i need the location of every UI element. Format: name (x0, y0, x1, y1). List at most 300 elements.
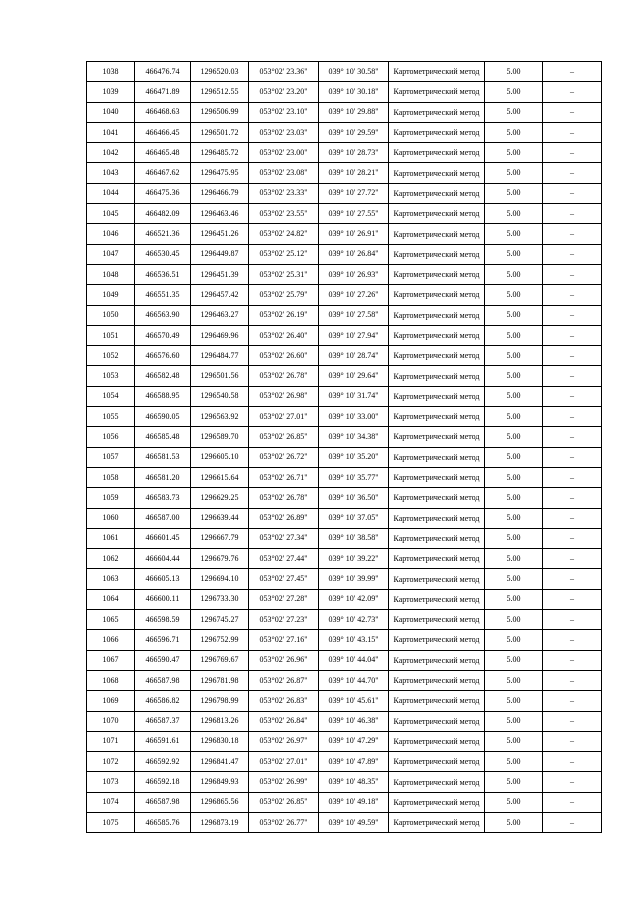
latitude-cell: 053°02' 27.34" (249, 528, 319, 548)
method-cell: Картометрический метод (389, 305, 485, 325)
x-coordinate-cell: 466583.73 (135, 488, 191, 508)
longitude-cell: 039° 10' 37.05" (319, 508, 389, 528)
note-cell: – (543, 305, 602, 325)
point-number-cell: 1069 (87, 691, 135, 711)
table-row (87, 731, 602, 751)
table-row (87, 305, 602, 325)
x-coordinate-cell: 466585.76 (135, 812, 191, 832)
y-coordinate-cell: 1296629.25 (191, 488, 249, 508)
latitude-cell: 053°02' 26.78" (249, 488, 319, 508)
point-number-cell: 1060 (87, 508, 135, 528)
accuracy-cell: 5.00 (485, 407, 543, 427)
longitude-cell: 039° 10' 35.77" (319, 467, 389, 487)
latitude-cell: 053°02' 23.00" (249, 143, 319, 163)
y-coordinate-cell: 1296520.03 (191, 62, 249, 82)
latitude-cell: 053°02' 23.03" (249, 122, 319, 142)
method-cell: Картометрический метод (389, 711, 485, 731)
table-row (87, 143, 602, 163)
accuracy-cell: 5.00 (485, 183, 543, 203)
accuracy-cell: 5.00 (485, 82, 543, 102)
longitude-cell: 039° 10' 42.73" (319, 610, 389, 630)
method-cell: Картометрический метод (389, 569, 485, 589)
longitude-cell: 039° 10' 48.35" (319, 772, 389, 792)
method-cell: Картометрический метод (389, 812, 485, 832)
method-cell: Картометрический метод (389, 508, 485, 528)
point-number-cell: 1044 (87, 183, 135, 203)
longitude-cell: 039° 10' 39.99" (319, 569, 389, 589)
note-cell: – (543, 427, 602, 447)
latitude-cell: 053°02' 26.78" (249, 366, 319, 386)
accuracy-cell: 5.00 (485, 204, 543, 224)
latitude-cell: 053°02' 23.10" (249, 102, 319, 122)
point-number-cell: 1052 (87, 346, 135, 366)
longitude-cell: 039° 10' 46.38" (319, 711, 389, 731)
latitude-cell: 053°02' 26.83" (249, 691, 319, 711)
latitude-cell: 053°02' 25.31" (249, 264, 319, 284)
latitude-cell: 053°02' 27.28" (249, 589, 319, 609)
latitude-cell: 053°02' 27.16" (249, 630, 319, 650)
latitude-cell: 053°02' 23.55" (249, 204, 319, 224)
note-cell: – (543, 589, 602, 609)
table-row (87, 285, 602, 305)
method-cell: Картометрический метод (389, 792, 485, 812)
latitude-cell: 053°02' 27.45" (249, 569, 319, 589)
accuracy-cell: 5.00 (485, 691, 543, 711)
point-number-cell: 1049 (87, 285, 135, 305)
point-number-cell: 1039 (87, 82, 135, 102)
x-coordinate-cell: 466587.37 (135, 711, 191, 731)
method-cell: Картометрический метод (389, 285, 485, 305)
method-cell: Картометрический метод (389, 386, 485, 406)
table-row (87, 407, 602, 427)
point-number-cell: 1038 (87, 62, 135, 82)
table-row (87, 163, 602, 183)
longitude-cell: 039° 10' 35.20" (319, 447, 389, 467)
y-coordinate-cell: 1296873.19 (191, 812, 249, 832)
y-coordinate-cell: 1296463.27 (191, 305, 249, 325)
longitude-cell: 039° 10' 47.29" (319, 731, 389, 751)
y-coordinate-cell: 1296475.95 (191, 163, 249, 183)
table-row (87, 610, 602, 630)
table-row (87, 204, 602, 224)
x-coordinate-cell: 466592.92 (135, 752, 191, 772)
point-number-cell: 1057 (87, 447, 135, 467)
note-cell: – (543, 670, 602, 690)
latitude-cell: 053°02' 27.44" (249, 549, 319, 569)
x-coordinate-cell: 466605.13 (135, 569, 191, 589)
note-cell: – (543, 386, 602, 406)
x-coordinate-cell: 466582.48 (135, 366, 191, 386)
note-cell: – (543, 812, 602, 832)
table-row (87, 630, 602, 650)
y-coordinate-cell: 1296463.46 (191, 204, 249, 224)
x-coordinate-cell: 466592.18 (135, 772, 191, 792)
note-cell: – (543, 143, 602, 163)
longitude-cell: 039° 10' 34.38" (319, 427, 389, 447)
latitude-cell: 053°02' 26.85" (249, 792, 319, 812)
point-number-cell: 1042 (87, 143, 135, 163)
x-coordinate-cell: 466581.53 (135, 447, 191, 467)
table-row (87, 488, 602, 508)
table-row (87, 528, 602, 548)
table-row (87, 82, 602, 102)
note-cell: – (543, 792, 602, 812)
point-number-cell: 1064 (87, 589, 135, 609)
point-number-cell: 1068 (87, 670, 135, 690)
coordinates-table-body (87, 62, 602, 833)
method-cell: Картометрический метод (389, 447, 485, 467)
latitude-cell: 053°02' 26.96" (249, 650, 319, 670)
accuracy-cell: 5.00 (485, 752, 543, 772)
note-cell: – (543, 183, 602, 203)
table-row (87, 224, 602, 244)
method-cell: Картометрический метод (389, 163, 485, 183)
x-coordinate-cell: 466596.71 (135, 630, 191, 650)
note-cell: – (543, 691, 602, 711)
accuracy-cell: 5.00 (485, 62, 543, 82)
note-cell: – (543, 285, 602, 305)
method-cell: Картометрический метод (389, 224, 485, 244)
method-cell: Картометрический метод (389, 488, 485, 508)
longitude-cell: 039° 10' 26.91" (319, 224, 389, 244)
table-row (87, 508, 602, 528)
point-number-cell: 1056 (87, 427, 135, 447)
y-coordinate-cell: 1296512.55 (191, 82, 249, 102)
note-cell: – (543, 102, 602, 122)
latitude-cell: 053°02' 23.20" (249, 82, 319, 102)
y-coordinate-cell: 1296457.42 (191, 285, 249, 305)
accuracy-cell: 5.00 (485, 589, 543, 609)
point-number-cell: 1062 (87, 549, 135, 569)
latitude-cell: 053°02' 23.36" (249, 62, 319, 82)
y-coordinate-cell: 1296769.67 (191, 650, 249, 670)
longitude-cell: 039° 10' 27.26" (319, 285, 389, 305)
y-coordinate-cell: 1296694.10 (191, 569, 249, 589)
table-row (87, 711, 602, 731)
method-cell: Картометрический метод (389, 407, 485, 427)
x-coordinate-cell: 466521.36 (135, 224, 191, 244)
method-cell: Картометрический метод (389, 325, 485, 345)
accuracy-cell: 5.00 (485, 122, 543, 142)
point-number-cell: 1040 (87, 102, 135, 122)
accuracy-cell: 5.00 (485, 528, 543, 548)
note-cell: – (543, 204, 602, 224)
accuracy-cell: 5.00 (485, 427, 543, 447)
note-cell: – (543, 407, 602, 427)
latitude-cell: 053°02' 26.89" (249, 508, 319, 528)
accuracy-cell: 5.00 (485, 508, 543, 528)
table-row (87, 62, 602, 82)
note-cell: – (543, 244, 602, 264)
accuracy-cell: 5.00 (485, 488, 543, 508)
accuracy-cell: 5.00 (485, 630, 543, 650)
longitude-cell: 039° 10' 44.70" (319, 670, 389, 690)
note-cell: – (543, 224, 602, 244)
table-row (87, 102, 602, 122)
longitude-cell: 039° 10' 31.74" (319, 386, 389, 406)
note-cell: – (543, 711, 602, 731)
point-number-cell: 1072 (87, 752, 135, 772)
x-coordinate-cell: 466600.11 (135, 589, 191, 609)
accuracy-cell: 5.00 (485, 143, 543, 163)
y-coordinate-cell: 1296451.39 (191, 264, 249, 284)
y-coordinate-cell: 1296733.30 (191, 589, 249, 609)
longitude-cell: 039° 10' 30.18" (319, 82, 389, 102)
accuracy-cell: 5.00 (485, 549, 543, 569)
longitude-cell: 039° 10' 27.72" (319, 183, 389, 203)
x-coordinate-cell: 466475.36 (135, 183, 191, 203)
y-coordinate-cell: 1296615.64 (191, 467, 249, 487)
method-cell: Картометрический метод (389, 650, 485, 670)
method-cell: Картометрический метод (389, 264, 485, 284)
point-number-cell: 1067 (87, 650, 135, 670)
method-cell: Картометрический метод (389, 467, 485, 487)
longitude-cell: 039° 10' 28.21" (319, 163, 389, 183)
y-coordinate-cell: 1296813.26 (191, 711, 249, 731)
latitude-cell: 053°02' 26.40" (249, 325, 319, 345)
accuracy-cell: 5.00 (485, 670, 543, 690)
y-coordinate-cell: 1296798.99 (191, 691, 249, 711)
note-cell: – (543, 366, 602, 386)
method-cell: Картометрический метод (389, 630, 485, 650)
accuracy-cell: 5.00 (485, 792, 543, 812)
table-row (87, 427, 602, 447)
point-number-cell: 1071 (87, 731, 135, 751)
note-cell: – (543, 731, 602, 751)
point-number-cell: 1051 (87, 325, 135, 345)
longitude-cell: 039° 10' 27.55" (319, 204, 389, 224)
longitude-cell: 039° 10' 38.58" (319, 528, 389, 548)
x-coordinate-cell: 466476.74 (135, 62, 191, 82)
longitude-cell: 039° 10' 27.58" (319, 305, 389, 325)
y-coordinate-cell: 1296501.56 (191, 366, 249, 386)
method-cell: Картометрический метод (389, 143, 485, 163)
x-coordinate-cell: 466482.09 (135, 204, 191, 224)
latitude-cell: 053°02' 23.08" (249, 163, 319, 183)
accuracy-cell: 5.00 (485, 569, 543, 589)
note-cell: – (543, 163, 602, 183)
x-coordinate-cell: 466604.44 (135, 549, 191, 569)
point-number-cell: 1065 (87, 610, 135, 630)
longitude-cell: 039° 10' 30.58" (319, 62, 389, 82)
y-coordinate-cell: 1296679.76 (191, 549, 249, 569)
longitude-cell: 039° 10' 29.88" (319, 102, 389, 122)
longitude-cell: 039° 10' 28.73" (319, 143, 389, 163)
y-coordinate-cell: 1296781.98 (191, 670, 249, 690)
y-coordinate-cell: 1296841.47 (191, 752, 249, 772)
latitude-cell: 053°02' 26.77" (249, 812, 319, 832)
point-number-cell: 1059 (87, 488, 135, 508)
point-number-cell: 1055 (87, 407, 135, 427)
longitude-cell: 039° 10' 29.59" (319, 122, 389, 142)
longitude-cell: 039° 10' 47.89" (319, 752, 389, 772)
note-cell: – (543, 610, 602, 630)
note-cell: – (543, 752, 602, 772)
table-row (87, 325, 602, 345)
accuracy-cell: 5.00 (485, 264, 543, 284)
y-coordinate-cell: 1296466.79 (191, 183, 249, 203)
point-number-cell: 1070 (87, 711, 135, 731)
note-cell: – (543, 346, 602, 366)
y-coordinate-cell: 1296501.72 (191, 122, 249, 142)
note-cell: – (543, 650, 602, 670)
note-cell: – (543, 549, 602, 569)
note-cell: – (543, 82, 602, 102)
note-cell: – (543, 264, 602, 284)
method-cell: Картометрический метод (389, 549, 485, 569)
table-row (87, 650, 602, 670)
x-coordinate-cell: 466471.89 (135, 82, 191, 102)
latitude-cell: 053°02' 26.98" (249, 386, 319, 406)
note-cell: – (543, 467, 602, 487)
x-coordinate-cell: 466576.60 (135, 346, 191, 366)
accuracy-cell: 5.00 (485, 772, 543, 792)
table-row (87, 122, 602, 142)
accuracy-cell: 5.00 (485, 325, 543, 345)
x-coordinate-cell: 466570.49 (135, 325, 191, 345)
table-row (87, 670, 602, 690)
method-cell: Картометрический метод (389, 122, 485, 142)
point-number-cell: 1050 (87, 305, 135, 325)
longitude-cell: 039° 10' 29.64" (319, 366, 389, 386)
table-row (87, 549, 602, 569)
method-cell: Картометрический метод (389, 366, 485, 386)
x-coordinate-cell: 466598.59 (135, 610, 191, 630)
x-coordinate-cell: 466563.90 (135, 305, 191, 325)
latitude-cell: 053°02' 26.99" (249, 772, 319, 792)
point-number-cell: 1063 (87, 569, 135, 589)
method-cell: Картометрический метод (389, 427, 485, 447)
y-coordinate-cell: 1296563.92 (191, 407, 249, 427)
method-cell: Картометрический метод (389, 691, 485, 711)
table-row (87, 691, 602, 711)
note-cell: – (543, 122, 602, 142)
x-coordinate-cell: 466601.45 (135, 528, 191, 548)
x-coordinate-cell: 466466.45 (135, 122, 191, 142)
x-coordinate-cell: 466551.35 (135, 285, 191, 305)
x-coordinate-cell: 466590.05 (135, 407, 191, 427)
y-coordinate-cell: 1296485.72 (191, 143, 249, 163)
x-coordinate-cell: 466588.95 (135, 386, 191, 406)
note-cell: – (543, 569, 602, 589)
accuracy-cell: 5.00 (485, 305, 543, 325)
table-row (87, 447, 602, 467)
latitude-cell: 053°02' 26.19" (249, 305, 319, 325)
point-number-cell: 1048 (87, 264, 135, 284)
method-cell: Картометрический метод (389, 752, 485, 772)
method-cell: Картометрический метод (389, 589, 485, 609)
x-coordinate-cell: 466587.98 (135, 792, 191, 812)
y-coordinate-cell: 1296849.93 (191, 772, 249, 792)
latitude-cell: 053°02' 26.87" (249, 670, 319, 690)
accuracy-cell: 5.00 (485, 711, 543, 731)
method-cell: Картометрический метод (389, 62, 485, 82)
table-row (87, 244, 602, 264)
accuracy-cell: 5.00 (485, 386, 543, 406)
method-cell: Картометрический метод (389, 102, 485, 122)
longitude-cell: 039° 10' 26.93" (319, 264, 389, 284)
method-cell: Картометрический метод (389, 204, 485, 224)
longitude-cell: 039° 10' 33.00" (319, 407, 389, 427)
note-cell: – (543, 488, 602, 508)
note-cell: – (543, 508, 602, 528)
latitude-cell: 053°02' 23.33" (249, 183, 319, 203)
accuracy-cell: 5.00 (485, 610, 543, 630)
table-row (87, 569, 602, 589)
y-coordinate-cell: 1296745.27 (191, 610, 249, 630)
x-coordinate-cell: 466586.82 (135, 691, 191, 711)
x-coordinate-cell: 466536.51 (135, 264, 191, 284)
point-number-cell: 1053 (87, 366, 135, 386)
point-number-cell: 1041 (87, 122, 135, 142)
method-cell: Картометрический метод (389, 244, 485, 264)
x-coordinate-cell: 466581.20 (135, 467, 191, 487)
latitude-cell: 053°02' 27.01" (249, 752, 319, 772)
coordinates-table (86, 61, 602, 833)
point-number-cell: 1058 (87, 467, 135, 487)
y-coordinate-cell: 1296449.87 (191, 244, 249, 264)
table-row (87, 467, 602, 487)
y-coordinate-cell: 1296540.58 (191, 386, 249, 406)
accuracy-cell: 5.00 (485, 346, 543, 366)
x-coordinate-cell: 466590.47 (135, 650, 191, 670)
x-coordinate-cell: 466465.48 (135, 143, 191, 163)
note-cell: – (543, 528, 602, 548)
method-cell: Картометрический метод (389, 183, 485, 203)
note-cell: – (543, 630, 602, 650)
longitude-cell: 039° 10' 45.61" (319, 691, 389, 711)
longitude-cell: 039° 10' 42.09" (319, 589, 389, 609)
x-coordinate-cell: 466587.98 (135, 670, 191, 690)
y-coordinate-cell: 1296589.70 (191, 427, 249, 447)
longitude-cell: 039° 10' 27.94" (319, 325, 389, 345)
longitude-cell: 039° 10' 28.74" (319, 346, 389, 366)
latitude-cell: 053°02' 24.82" (249, 224, 319, 244)
x-coordinate-cell: 466587.00 (135, 508, 191, 528)
point-number-cell: 1061 (87, 528, 135, 548)
method-cell: Картометрический метод (389, 82, 485, 102)
accuracy-cell: 5.00 (485, 731, 543, 751)
table-row (87, 346, 602, 366)
table-row (87, 183, 602, 203)
latitude-cell: 053°02' 26.97" (249, 731, 319, 751)
accuracy-cell: 5.00 (485, 467, 543, 487)
note-cell: – (543, 772, 602, 792)
accuracy-cell: 5.00 (485, 224, 543, 244)
longitude-cell: 039° 10' 44.04" (319, 650, 389, 670)
latitude-cell: 053°02' 26.71" (249, 467, 319, 487)
table-row (87, 366, 602, 386)
accuracy-cell: 5.00 (485, 447, 543, 467)
point-number-cell: 1066 (87, 630, 135, 650)
accuracy-cell: 5.00 (485, 244, 543, 264)
table-row (87, 792, 602, 812)
method-cell: Картометрический метод (389, 528, 485, 548)
point-number-cell: 1047 (87, 244, 135, 264)
latitude-cell: 053°02' 26.85" (249, 427, 319, 447)
accuracy-cell: 5.00 (485, 102, 543, 122)
point-number-cell: 1043 (87, 163, 135, 183)
table-row (87, 812, 602, 832)
x-coordinate-cell: 466468.63 (135, 102, 191, 122)
accuracy-cell: 5.00 (485, 285, 543, 305)
y-coordinate-cell: 1296451.26 (191, 224, 249, 244)
method-cell: Картометрический метод (389, 610, 485, 630)
y-coordinate-cell: 1296605.10 (191, 447, 249, 467)
table-row (87, 589, 602, 609)
longitude-cell: 039° 10' 39.22" (319, 549, 389, 569)
note-cell: – (543, 447, 602, 467)
